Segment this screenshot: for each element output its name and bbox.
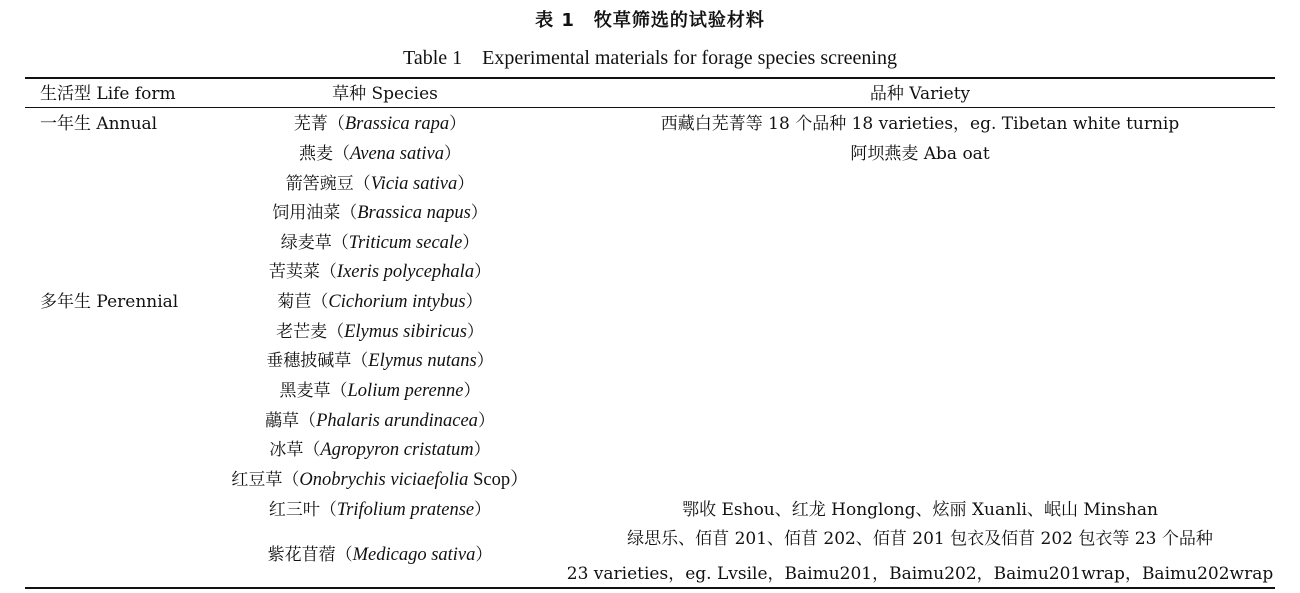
bottom-rule	[25, 587, 1275, 589]
header-species: 草种 Species	[332, 84, 438, 104]
species-cn: 垂穗披碱草（	[266, 351, 369, 371]
species-cn: 芜菁（	[293, 114, 345, 134]
header-variety: 品种 Variety	[869, 84, 971, 104]
species-row	[180, 411, 580, 431]
variety-turnip: 西藏白芜菁等 18 个品种 18 varieties，eg. Tibetan white turnip	[660, 114, 1180, 134]
top-rule	[25, 77, 1275, 79]
species-cn: 冰草（	[269, 440, 321, 460]
species-row	[180, 262, 580, 282]
species-cn: 箭筈豌豆（	[285, 174, 371, 194]
species-close: ）	[470, 203, 488, 223]
species-row	[180, 114, 580, 134]
species-close: ）	[462, 233, 480, 253]
species-latin: Elymus sibiricus	[344, 322, 467, 342]
species-row	[180, 292, 580, 312]
species-latin: Elymus nutans	[368, 351, 477, 371]
species-row	[180, 500, 580, 520]
species-latin: Brassica rapa	[344, 114, 450, 134]
species-cn: 红三叶（	[268, 500, 337, 520]
species-close: ）	[473, 440, 491, 460]
variety-alfalfa-en: 23 varieties，eg. Lvsile，Baimu201，Baimu202，Baimu201wrap，Baimu202wrap	[566, 564, 1274, 584]
species-close: ）	[457, 174, 475, 194]
life-form-perennial: 多年生 Perennial	[40, 292, 179, 312]
species-close: Scop）	[468, 470, 529, 490]
species-latin: Onobrychis viciaefolia	[299, 470, 469, 490]
species-close: ）	[477, 411, 495, 431]
species-latin: Agropyron cristatum	[320, 440, 474, 460]
table-title-cn: 表 1 牧草筛选的试验材料	[535, 10, 765, 31]
species-row	[180, 322, 580, 342]
table-title-en: Table 1 Experimental materials for forage species screening	[403, 47, 897, 69]
header-life-form: 生活型 Life form	[40, 84, 176, 104]
species-cn: 虉草（	[265, 411, 317, 431]
species-cn: 黑麦草（	[279, 381, 348, 401]
species-row	[180, 440, 580, 460]
species-row	[180, 233, 580, 253]
species-cn: 红豆草（	[231, 470, 300, 490]
species-cn: 老芒麦（	[276, 322, 345, 342]
species-latin: Trifolium pratense	[336, 500, 475, 520]
species-close: ）	[463, 381, 481, 401]
species-row	[180, 174, 580, 194]
species-close: ）	[476, 351, 494, 371]
species-close: ）	[475, 545, 493, 565]
species-cn: 苦荬菜（	[268, 262, 337, 282]
species-row	[180, 381, 580, 401]
species-row	[180, 203, 580, 223]
species-row	[180, 545, 580, 565]
variety-oat: 阿坝燕麦 Aba oat	[850, 144, 990, 164]
life-form-annual: 一年生 Annual	[40, 114, 158, 134]
species-close: ）	[465, 292, 483, 312]
species-latin: Medicago sativa	[352, 545, 476, 565]
species-cn: 紫花苜蓿（	[267, 545, 353, 565]
species-latin: Phalaris arundinacea	[316, 411, 478, 431]
species-close: ）	[444, 144, 462, 164]
species-cn: 饲用油菜（	[272, 203, 358, 223]
species-close: ）	[466, 322, 484, 342]
species-cn: 燕麦（	[298, 144, 350, 164]
species-close: ）	[474, 500, 492, 520]
species-cn: 菊苣（	[277, 292, 329, 312]
variety-alfalfa-cn: 绿思乐、佰苜 201、佰苜 202、佰苜 201 包衣及佰苜 202 包衣等 23 个品种	[627, 529, 1213, 549]
species-latin: Brassica napus	[357, 203, 471, 223]
species-latin: Avena sativa	[349, 144, 445, 164]
species-row	[180, 144, 580, 164]
header-rule	[25, 107, 1275, 108]
species-latin: Ixeris polycephala	[336, 262, 475, 282]
variety-clover: 鄂收 Eshou、红龙 Honglong、炫丽 Xuanli、岷山 Minshan	[682, 500, 1158, 520]
species-row	[180, 351, 580, 371]
species-close: ）	[474, 262, 492, 282]
species-latin: Lolium perenne	[347, 381, 464, 401]
species-latin: Triticum secale	[348, 233, 463, 253]
species-cn: 绿麦草（	[280, 233, 349, 253]
species-row	[180, 470, 580, 490]
species-close: ）	[449, 114, 467, 134]
species-latin: Vicia sativa	[370, 174, 458, 194]
species-latin: Cichorium intybus	[328, 292, 466, 312]
